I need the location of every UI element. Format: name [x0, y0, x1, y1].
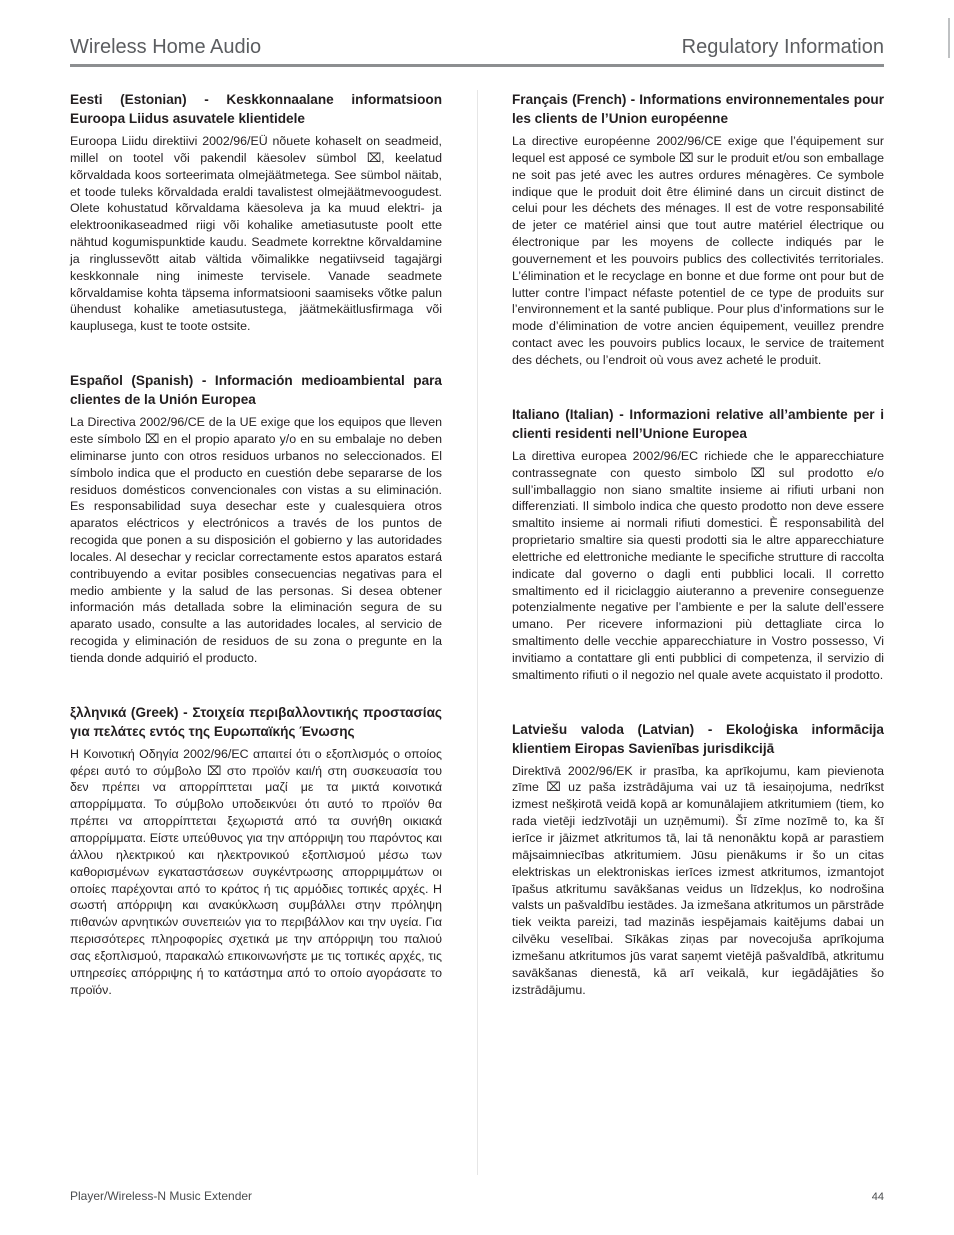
document-title: Wireless Home Audio: [70, 36, 262, 58]
section-body: La Directiva 2002/96/CE de la UE exige que los equipos que lleven este símbolo ⌧ en el propio aparato y/o en su embalaje no deben eliminarse junto con otros residuos urbanos no seleccionados. El símbolo indica que el producto en cuestión debe separarse de los residuos domésticos convencionales con vistas a su eliminación. Es responsabilidad suya desechar este y cualesquiera otros aparatos eléctricos y electrónicos a través de los puntos de recogida que ponen a su disposición el gobierno y las autoridades locales. Al desechar y reciclar correctamente estos aparatos estará contribuyendo a evitar posibles consecuencias negativas para el medio ambiente y la salud de las personas. Si desea obtener información más detallada sobre la eliminación segura de su aparato usado, consulte a las autoridades locales, al servicio de recogida y eliminación de residuos de su zona o pregunte en la tienda donde adquirió el producto.: [70, 415, 442, 665]
section-heading: Español (Spanish) - Información medioambiental para clientes de la Unión Europea: [70, 373, 442, 408]
right-column: [512, 90, 884, 1034]
header-rule: [70, 64, 884, 67]
section-body: Η Κοινοτική Οδηγία 2002/96/EC απαιτεί ότι ο εξοπλισμός ο οποίος φέρει αυτό το σύμβολο ⌧ στο προϊόν και/ή στη συσκευασία του δεν πρέπει να απορρίπτεται μαζί με τα μικτά κοινοτικά απορρίμματα. Το σύμβολο υποδεικνύει ότι αυτό το προϊόν θα πρέπει να απορρίπτεται ξεχωριστά από τα συνήθη οικιακά απορρίμματα. Είστε υπεύθυνος για την απόρριψη του παρόντος και άλλου ηλεκτρικού και ηλεκτρονικού εξοπλισμού μέσω των καθορισμένων εγκαταστάσεων συγκέντρωσης απορριμμάτων οι οποίες παρέχονται από το κράτος ή τις αρμόδιες τοπικές αρχές. Η σωστή απόρριψη και ανακύκλωση συμβάλλει στην πρόληψη πιθανών αρνητικών συνεπειών για το περιβάλλον και την υγεία. Για περισσότερες πληροφορίες σχετικά με την απόρριψη του παλιού σας εξοπλισμού, παρακαλώ επικοινωνήστε με τις τοπικές αρχές, τις υπηρεσίες απόρριψης ή το κατάστημα από το οποίο αγοράσατε το προϊόν.: [70, 746, 442, 997]
section-heading: Eesti (Estonian) - Keskkonnaalane informatsioon Euroopa Liidus asuvatele klientidele: [70, 92, 442, 126]
section-spanish: [70, 371, 442, 667]
section-body: La directive européenne 2002/96/CE exige que l’équipement sur lequel est apposé ce symbole ⌧ sur le produit et/ou son emballage ne soit pas jeté avec les autres ordures ménagères. Ce symbole indique que le produit doit être éliminé dans un circuit distinct de celui pour les déchets des ménages. Il est de votre responsabilité de jeter ce matériel ainsi que tout autre matériel électrique ou électronique par les moyens de collecte indiqués par le gouvernement et les pouvoirs publics des collectivités territoriales. L’élimination et le recyclage en bonne et due forme ont pour but de lutter contre l’impact néfaste potentiel de ce type de produits sur l’environnement et la santé publique. Pour plus d’informations sur le mode d’élimination de votre ancien équipement, veuillez prendre contact avec les pouvoirs publics locaux, le service de traitement des déchets, ou l’endroit où vous avez acheté le produit.: [512, 134, 884, 367]
section-french: [512, 90, 884, 369]
section-title: Regulatory Information: [681, 36, 884, 58]
section-estonian: [70, 90, 442, 335]
page-edge-mark: [948, 18, 950, 58]
page-number: 44: [871, 1191, 884, 1203]
section-italian: [512, 405, 884, 684]
section-heading: ξλληνικά (Greek) - Στοιχεία περιβαλλοντικής προστασίας για πελάτες εντός της Ευρωπαϊκής Ένωσης: [70, 704, 442, 739]
footer-product-name: Player/Wireless-N Music Extender: [70, 1189, 253, 1203]
section-latvian: [512, 720, 884, 999]
section-greek: [70, 703, 442, 999]
column-divider: [477, 90, 478, 1175]
page-header: [70, 36, 884, 66]
section-heading: Italiano (Italian) - Informazioni relative all’ambiente per i clienti residenti nell’Unione Europea: [512, 406, 884, 441]
section-heading: Latviešu valoda (Latvian) - Ekoloģiska informācija klientiem Eiropas Savienības jurisdikcijā: [512, 721, 884, 756]
section-body: Euroopa Liidu direktiivi 2002/96/EÜ nõuete kohaselt on seadmeid, millel on tootel või pakendil käesolev sümbol ⌧, keelatud kõrvaldada koos sorteerimata olmejäätmetega. See sümbol näitab, et toode tuleks kõrvaldada eraldi tavalistest olmejäätmevoogudest. Olete kohustatud kõrvaldama käesoleva ja ka muud elektri- ja elektroonikaseadmed riigi või kohalike ametiasutuste poolt ette nähtud kogumispunktide kaudu. Seadmete korrektne kõrvaldamine ja ringlussevõtt aitab vältida võimalikke negatiivseid tagajärgi keskkonnale ning inimeste tervisele. Vanade seadmete kõrvaldamise kohta täpsema informatsiooni saamiseks võtke palun ühendust kohalike ametiasutustega, jäätmekäitlusfirmaga või kauplusega, kust te toote ostsite.: [70, 134, 442, 334]
left-column: [70, 90, 442, 1034]
section-heading: Français (French) - Informations environnementales pour les clients de l’Union européenne: [512, 92, 884, 126]
section-body: Direktīvā 2002/96/EK ir prasība, ka aprīkojumu, kam pievienota zīme ⌧ uz paša izstrādājuma vai uz tā iesaiņojuma, nedrīkst izmest nešķirotā veidā kopā ar komunālajiem atkritumiem (tiem, ko rada vietēji iedzīvotāji un uzņēmumi). Šī zīme nozīmē to, ka šī ierīce ir jāizmet atkritumos tā, lai tā nenonāktu kopā ar parastiem mājsaimniecības atkritumiem. Jūsu pienākums ir šo un citas elektriskas un elektroniskas ierīces izmest atkritumos, izmantojot īpašus atkritumu savākšanas veidus un līdzekļus, ko nodrošina valsts un pašvaldību iestādes. Ja izmešana atkritumos un pārstrāde tiek veikta pareizi, tad mazinās iespējamais kaitējums dabai un cilvēku veselībai. Sīkākas ziņas par novecojuša aprīkojuma izmešanu atkritumos jūs varat saņemt vietējā pašvaldībā, atkritumu savākšanas dienestā, kā arī veikalā, kur iegādājāties šo izstrādājumu.: [512, 763, 884, 997]
section-body: La direttiva europea 2002/96/EC richiede che le apparecchiature contrassegnate con questo simbolo ⌧ sul prodotto e/o sull’imballaggio non siano smaltite insieme ai rifiuti urbani non differenziati. Il simbolo indica che questo prodotto non deve essere smaltito insieme ai normali rifiuti domestici. È responsabilità del proprietario smaltire sia questi prodotti sia le altre apparecchiature elettriche ed elettroniche mediante le specifiche strutture di raccolta indicate dal governo o dagli enti pubblici locali. Il corretto smaltimento ed il riciclaggio aiuteranno a prevenire conseguenze potenzialmente negative per l’ambiente e per la salute dell’essere umano. Per ricevere informazioni più dettagliate circa lo smaltimento delle vecchie apparecchiature in Vostro possesso, Vi invitiamo a contattare gli enti pubblici di competenza, il servizio di smaltimento rifiuti o il negozio nel quale avete acquistato il prodotto.: [512, 448, 884, 682]
